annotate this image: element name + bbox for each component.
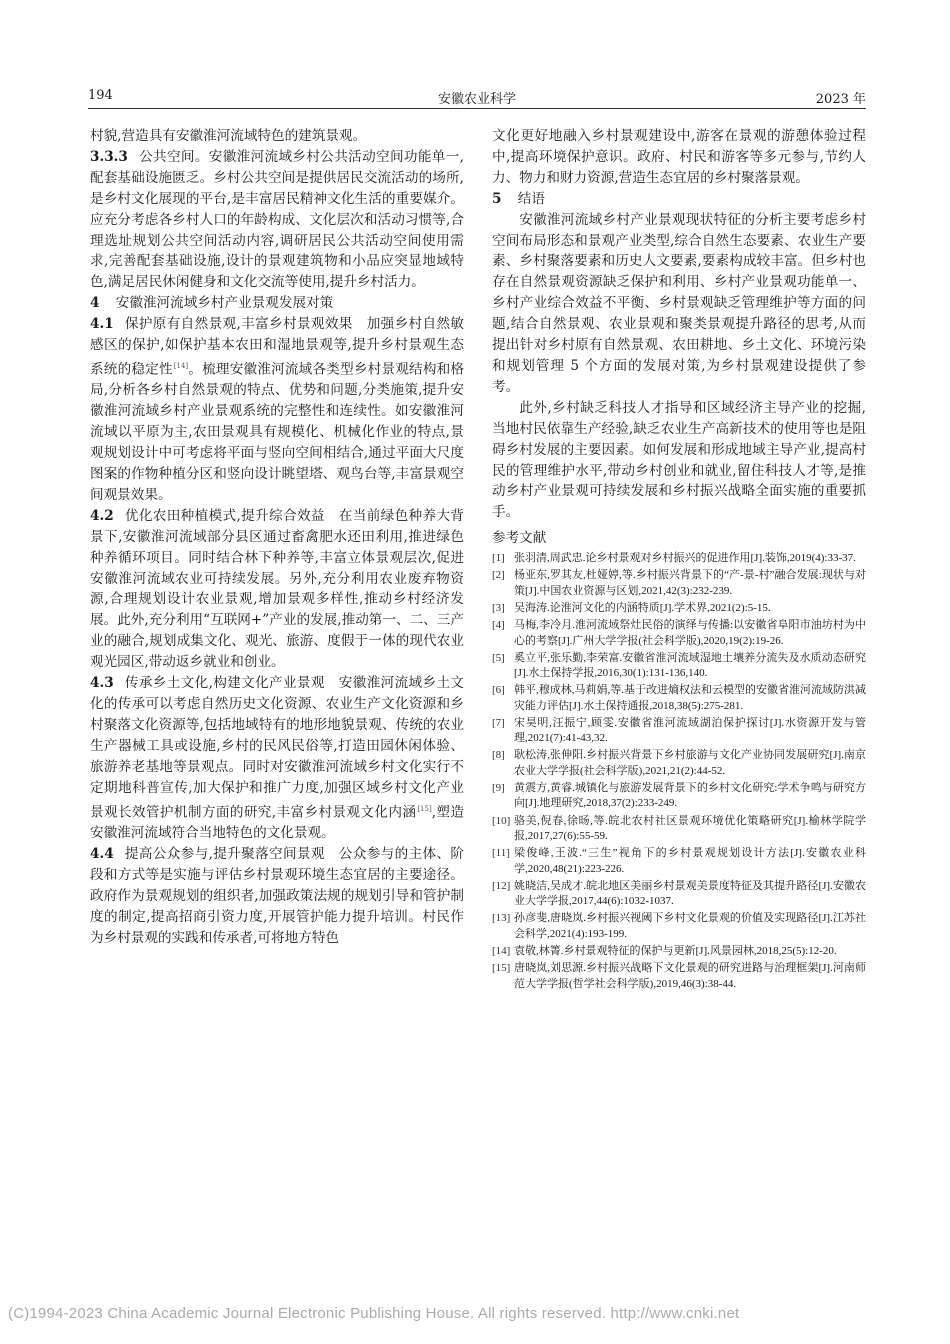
reference-number: [1] — [492, 552, 505, 565]
section-number: 4.2 — [90, 507, 114, 524]
section-text: ,塑造安徽淮河流域符合当地特色的文化景观。 — [90, 804, 464, 841]
reference-text: 杨亚东,罗其友,杜娅婷,等.乡村振兴背景下的“产-景-村”融合发展:现状与对策[J].中国农业资源与区划,2021,42(3):232-239. — [514, 569, 866, 597]
reference-item — [492, 846, 866, 877]
reference-text: 吴海涛.论淮河文化的内涵特质[J].学术界,2021(2):5-15. — [514, 601, 771, 614]
reference-item — [492, 683, 866, 714]
reference-text: 袁敬,林箐.乡村景观特征的保护与更新[J].风景园林,2018,25(5):12-20. — [514, 944, 837, 957]
reference-number: [5] — [492, 651, 505, 664]
section-number: 5 — [492, 190, 502, 207]
reference-text: 耿松涛,张伸阳.乡村振兴背景下乡村旅游与文化产业协同发展研究[J].南京农业大学学报(社会科学版),2021,21(2):44-52. — [514, 749, 866, 777]
reference-item — [492, 961, 866, 992]
reference-number: [10] — [492, 814, 511, 827]
conclusion-paragraph: 此外,乡村缺乏科技人才指导和区域经济主导产业的挖掘,当地村民依靠生产经验,缺乏农业生产高新技术的使用等也是阻碍乡村发展的主要因素。如何发展和形成地域主导产业,提高村民的管理维护水平,带动乡村创业和就业,留住科技人才等,是推动乡村产业景观可持续发展和乡村振兴战略全面实施的重要抓手。 — [492, 399, 866, 521]
reference-item — [492, 879, 866, 910]
reference-text: 马梅,李冷月.淮河流域祭灶民俗的演绎与传播:以安徽省阜阳市油坊村为中心的考察[J].广州大学学报(社会科学版),2020,19(2):19-26. — [514, 619, 866, 647]
reference-text: 黄震方,黄睿.城镇化与旅游发展背景下的乡村文化研究:学术争鸣与研究方向[J].地理研究,2018,37(2):233-249. — [514, 781, 866, 810]
reference-text: 张羽清,周武忠.论乡村景观对乡村振兴的促进作用[J].装饰,2019(4):33-37. — [514, 552, 856, 565]
section-number: 4.4 — [90, 845, 114, 862]
paragraph: 文化更好地融入乡村景观建设中,游客在景观的游憩体验过程中,提高环境保护意识。政府、村民和游客等多元参与,节约人力、物力和财力资源,营造生态宜居的乡村聚落景观。 — [492, 128, 866, 186]
references-heading: 参考文献 — [492, 530, 547, 547]
section-5-heading — [492, 189, 866, 210]
citation: [14] — [173, 361, 189, 370]
left-column — [90, 126, 464, 948]
paragraph: 村貌,营造具有安徽淮河流域特色的建筑景观。 — [90, 128, 367, 144]
reference-item — [492, 781, 866, 812]
reference-text: 奚立平,张乐勤,李荣富.安徽省淮河流域湿地土壤养分流失及水质动态研究[J].水土保持学报,2016,30(1):131-136,140. — [514, 651, 866, 680]
reference-item — [492, 748, 866, 779]
section-text: 。梳理安徽淮河流域各类型乡村景观结构和格局,分析各乡村自然景观的特点、优势和问题,分类施策,提升安徽淮河流域乡村产业景观系统的完整性和连续性。如安徽淮河流域以平原为主,农田景观具有规模化、机械化作业的特点,景观规划设计中可考虑将平面与竖向空间相结合,通过平面大尺度图案的作物种植分区和竖向设计眺望塔、观鸟台等,丰富景观空间观景效果。 — [90, 361, 465, 503]
section-4-3 — [90, 673, 464, 844]
section-text: 优化农田种植模式,提升综合效益 在当前绿色种养大背景下,安徽淮河流域部分县区通过畜禽肥水还田利用,推进绿色种养循环项目。同时结合林下种养等,丰富立体景观层次,促进安徽淮河流域农业可持续发展。另外,充分利用农业废弃物资源,合理规划设计农业景观,增加景观多样性,推动乡村经济发展。此外,充分利用“互联网+”产业的发展,推动第一、二、三产业的融合,规划成集文化、观光、旅游、度假于一体的现代农业观光园区,带动返乡就业和创业。 — [90, 507, 464, 671]
right-column — [492, 126, 866, 994]
section-4-2 — [90, 506, 464, 673]
citation: [15] — [417, 804, 432, 813]
reference-number: [8] — [492, 749, 505, 762]
reference-number: [3] — [492, 601, 505, 614]
section-text: 传承乡土文化,构建文化产业景观 安徽淮河流域乡土文化的传承可以考虑自然历史文化资源、农业生产文化资源和乡村聚落文化资源等,包括地域特有的地形地貌景观、传统的农业生产器械工具或设施,乡村的民风民俗等,打造田园休闲体验、旅游养老基地等景观点。同时对安徽淮河流域乡村文化实行不定期地科普宣传,加大保护和推广力度,加强区域乡村文化产业景观长效管护机制方面的研究,丰富乡村景观文化内涵 — [90, 675, 464, 821]
reference-text: 唐晓岚,刘思源.乡村振兴战略下文化景观的研究进路与治理框架[J].河南师范大学学报(哲学社会科学版),2019,46(3):38-44. — [514, 962, 866, 990]
reference-list — [492, 551, 866, 992]
reference-item — [492, 944, 866, 960]
section-text: 公共空间。安徽淮河流域乡村公共活动空间功能单一,配套基础设施匮乏。乡村公共空间是提供居民交流活动的场所,是乡村文化展现的平台,是丰富居民精神文化生活的重要媒介。应充分考虑各乡村人口的年龄构成、文化层次和活动习惯等,合理选址规划公共空间活动内容,调研居民公共活动空间使用需求,完善配套基础设施,设计的景观建筑物和小品应突显地域特色,满足居民休闲健身和文化交流等使用,提升乡村活力。 — [90, 148, 464, 291]
section-number: 3.3.3 — [90, 148, 128, 165]
section-title: 结语 — [517, 190, 545, 207]
section-4-heading — [90, 293, 464, 314]
reference-text: 孙彦斐,唐晓岚.乡村振兴视阈下乡村文化景观的价值及实现路径[J].江苏社会科学,2021(4):193-199. — [514, 912, 866, 940]
reference-number: [12] — [492, 879, 511, 892]
reference-number: [15] — [492, 962, 511, 975]
section-number: 4.1 — [90, 316, 114, 333]
reference-item — [492, 601, 866, 617]
journal-title: 安徽农业科学 — [437, 92, 516, 107]
reference-text: 韩平,穆成林,马莉娟,等.基于改进熵权法和云模型的安徽省淮河流域防洪减灾能力评估[J].水土保持通报,2018,38(5):275-281. — [514, 684, 866, 712]
reference-number: [9] — [492, 781, 505, 794]
reference-number: [2] — [492, 569, 505, 582]
reference-number: [13] — [492, 912, 511, 925]
section-3-3-3 — [90, 147, 464, 293]
reference-number: [4] — [492, 619, 505, 631]
reference-number: [14] — [492, 944, 511, 957]
reference-text: 骆美,倪春,徐旸,等.皖北农村社区景观环境优化策略研究[J].榆林学院学报,2017,27(6):55-59. — [514, 814, 866, 843]
section-text: 提高公众参与,提升聚落空间景观 公众参与的主体、阶段和方式等是实施与评估乡村景观环境生态宜居的主要途径。政府作为景观规划的组织者,加强政策法规的规划引导和管护制度的制定,提高招商引资力度,开展管护能力提升培训。村民作为乡村景观的实践和传承者,可将地方特色 — [90, 845, 464, 946]
section-number: 4.3 — [90, 675, 114, 692]
running-header — [88, 84, 866, 109]
reference-number: [11] — [492, 847, 510, 860]
reference-item — [492, 618, 866, 649]
section-title: 安徽淮河流域乡村产业景观发展对策 — [115, 295, 334, 312]
reference-item — [492, 716, 866, 747]
section-4-4 — [90, 844, 464, 949]
copyright-footer: (C)1994-2023 China Academic Journal Electronic Publishing House. All rights reserved. http://www.cnki.net — [8, 1305, 740, 1322]
reference-text: 姚晓洁,吴成才.皖北地区美丽乡村景观美景度特征及其提升路径[J].安徽农业大学学报,2017,44(6):1032-1037. — [514, 879, 866, 908]
reference-text: 宋昊明,汪振宁,顾雯.安徽省淮河流域湖泊保护探讨[J].水资源开发与管理,2021(7):41-43,32. — [514, 716, 866, 745]
section-text: 保护原有自然景观,丰富乡村景观效果 加强乡村自然敏感区的保护,如保护基本农田和湿地景观等,提升乡村景观生态系统的稳定性 — [90, 316, 464, 378]
section-4-1 — [90, 314, 464, 506]
conclusion-paragraph: 安徽淮河流域乡村产业景观现状特征的分析主要考虑乡村空间布局形态和景观产业类型,综合自然生态要素、农业生产要素、乡村聚落要素和历史人文要素,要素构成较丰富。但乡村也存在自然景观资源缺乏保护和利用、乡村产业景观功能单一、乡村产业综合效益不平衡、乡村景观缺乏管理维护等方面的问题,结合自然景观、农业景观和聚类景观提升路径的思考,从而提出针对乡村原有自然景观、农田耕地、乡土文化、环境污染和规划管理 5 个方面的发展对策,为乡村景观建设提供了参考。 — [492, 211, 866, 395]
reference-item — [492, 814, 866, 845]
reference-text: 梁俊峰,王波.“三生”视角下的乡村景观规划设计方法[J].安徽农业科学,2020,48(21):223-226. — [514, 847, 866, 875]
reference-item — [492, 551, 866, 567]
reference-item — [492, 911, 866, 942]
page-number: 194 — [88, 88, 113, 103]
section-number: 4 — [90, 295, 100, 312]
reference-number: [6] — [492, 684, 505, 697]
reference-item — [492, 651, 866, 682]
issue-year: 2023 年 — [815, 92, 866, 107]
reference-item — [492, 568, 866, 599]
reference-number: [7] — [492, 716, 505, 729]
